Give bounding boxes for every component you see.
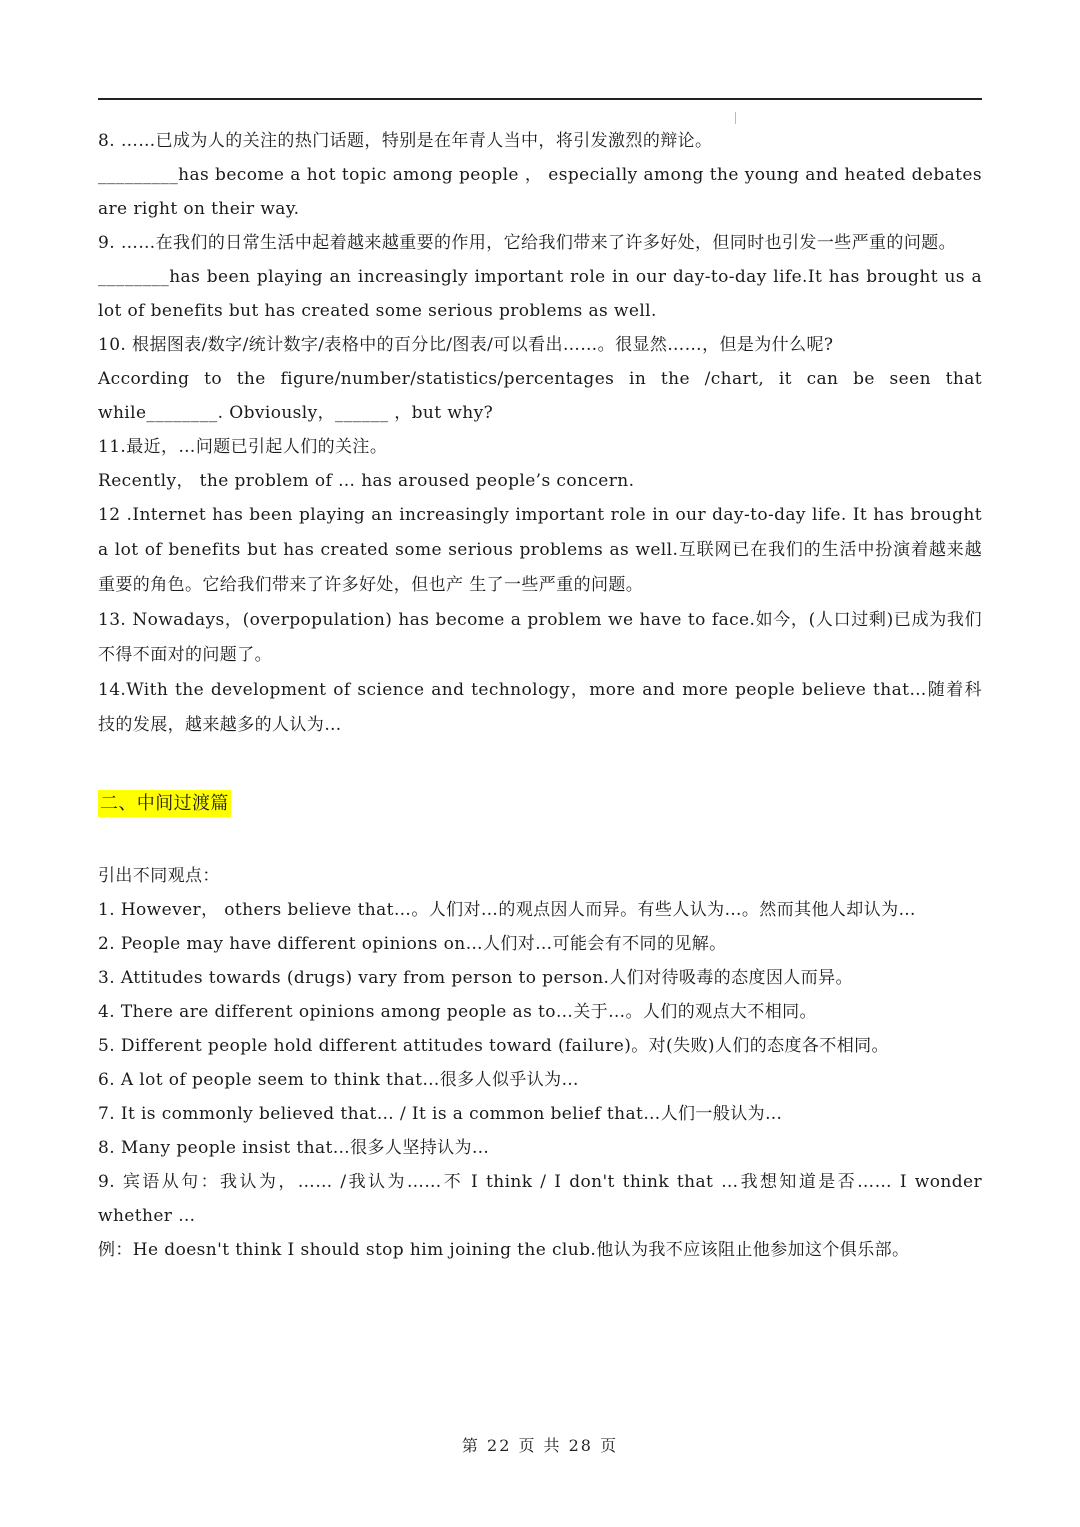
page-footer: 第 22 页 共 28 页	[461, 1436, 619, 1455]
sub-heading: 引出不同观点：	[98, 866, 220, 886]
section-heading: 二、中间过渡篇	[98, 790, 231, 817]
item-10-en: According to the figure/number/statistics/percentages in the /chart, it can be seen that while________. Obviously，______ ，but why?	[98, 369, 982, 423]
top-rule	[98, 98, 982, 100]
item-11-en: Recently， the problem of … has aroused people’s concern.	[98, 471, 635, 491]
transition-item-2: 2. People may have different opinions on…人们对…可能会有不同的见解。	[98, 934, 727, 954]
transition-item-9: 9. 宾语从句：我认为，…… /我认为……不 I think / I don't think that …我想知道是否…… I wonder whether …	[98, 1172, 982, 1226]
example-line: 例：He doesn't think I should stop him joining the club.他认为我不应该阻止他参加这个俱乐部。	[98, 1240, 910, 1260]
item-8-cn: 8. ……已成为人的关注的热门话题，特别是在年青人当中，将引发激烈的辩论。	[98, 131, 713, 151]
transition-item-6: 6. A lot of people seem to think that…很多人似乎认为…	[98, 1070, 579, 1090]
margin-mark	[735, 112, 736, 124]
transition-item-7: 7. It is commonly believed that… / It is a common belief that…人们一般认为…	[98, 1104, 783, 1124]
item-10-cn: 10. 根据图表/数字/统计数字/表格中的百分比/图表/可以看出……。很显然……，但是为什么呢?	[98, 335, 834, 355]
item-13: 13. Nowadays，(overpopulation) has become a problem we have to face.如今，(人口过剩)已成为我们不得不面对的问题了。	[98, 610, 982, 665]
item-8-en: _________has become a hot topic among people ， especially among the young and heated debates are right on their way.	[98, 165, 982, 219]
item-11-cn: 11.最近，…问题已引起人们的关注。	[98, 437, 388, 457]
transition-item-4: 4. There are different opinions among people as to…关于…。人们的观点大不相同。	[98, 1002, 817, 1022]
section-heading-block	[98, 787, 982, 821]
transition-item-1: 1. However， others believe that…。人们对…的观点因人而异。有些人认为…。然而其他人却认为…	[98, 900, 916, 920]
item-14: 14.With the development of science and technology，more and more people believe that…随着科技的发展，越来越多的人认为…	[98, 680, 982, 735]
item-9-cn: 9. ……在我们的日常生活中起着越来越重要的作用，它给我们带来了许多好处，但同时也引发一些严重的问题。	[98, 233, 957, 253]
item-12: 12 .Internet has been playing an increasingly important role in our day-to-day life. It has brought a lot of benefits but has created some serious problems as well.互联网已在我们的生活中扮演着越来越重要的角色。它给我们带来了许多好处，但也产 生了一些严重的问题。	[98, 505, 982, 595]
page-content	[98, 124, 982, 1267]
item-9-en: ________has been playing an increasingly important role in our day-to-day life.It has brought us a lot of benefits but has created some serious problems as well.	[98, 267, 982, 321]
transition-item-5: 5. Different people hold different attitudes toward (failure)。对(失败)人们的态度各不相同。	[98, 1036, 889, 1056]
transition-item-8: 8. Many people insist that…很多人坚持认为…	[98, 1138, 490, 1158]
transition-item-3: 3. Attitudes towards (drugs) vary from person to person.人们对待吸毒的态度因人而异。	[98, 968, 853, 988]
